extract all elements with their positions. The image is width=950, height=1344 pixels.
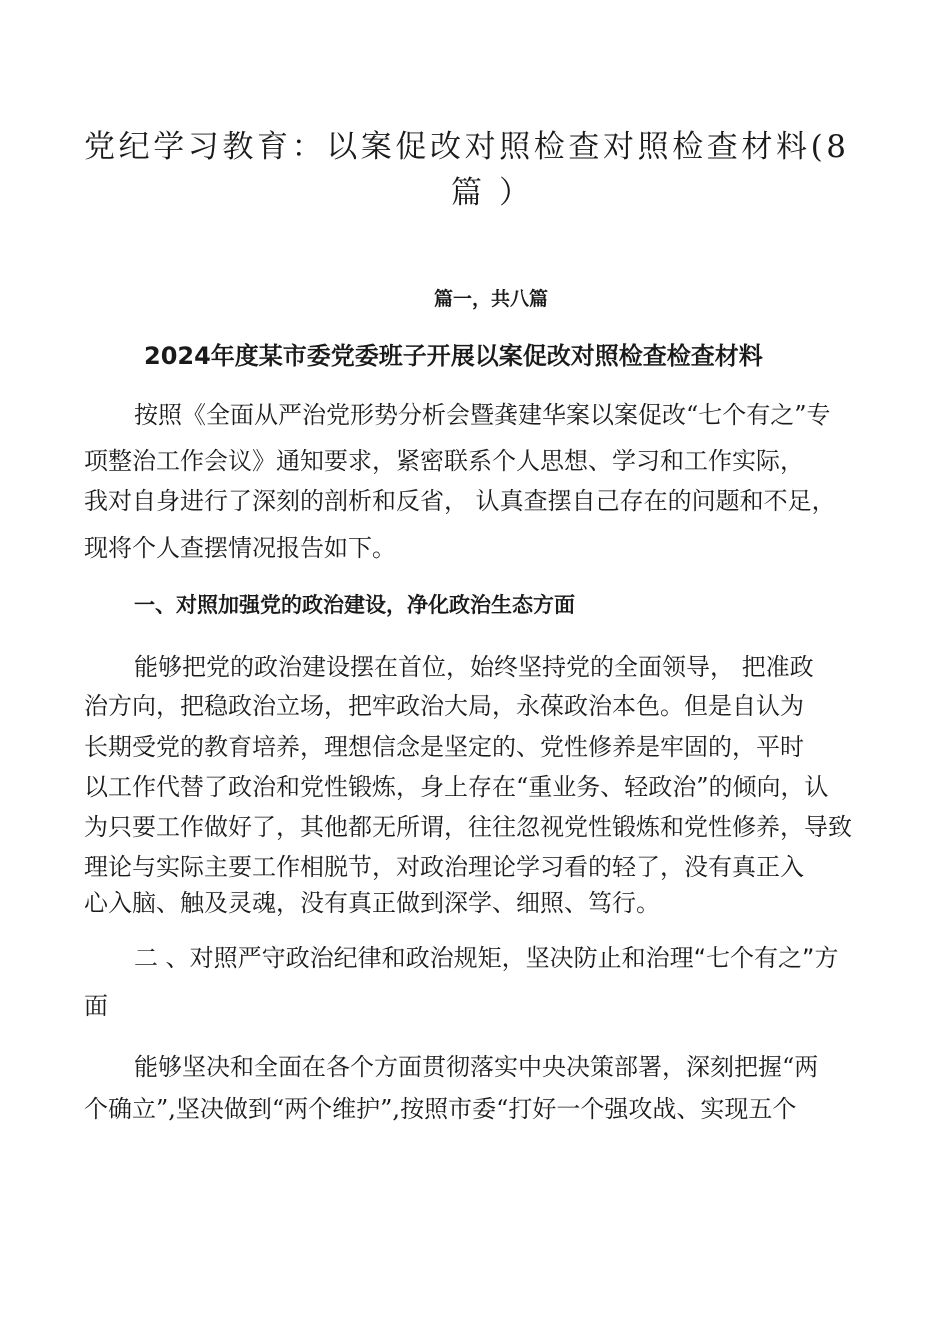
section-1-line-2: 治方向，把稳政治立场，把牢政治大局，永葆政治本色。但是自认为	[84, 692, 804, 720]
section-1-heading: 一、对照加强党的政治建设，净化政治生态方面	[134, 593, 575, 617]
section-1-line-6: 理论与实际主要工作相脱节，对政治理论学习看的轻了，没有真正入	[84, 853, 804, 881]
section-2-line-2: 个确立”,坚决做到“两个维护”,按照市委“打好一个强攻战、实现五个	[84, 1095, 797, 1123]
section-2-heading-line-2: 面	[84, 992, 108, 1020]
section-2-heading-line-1: 二 、对照严守政治纪律和政治规矩，坚决防止和治理“七个有之”方	[134, 944, 839, 972]
section-1-line-1: 能够把党的政治建设摆在首位，始终坚持党的全面领导， 把准政	[134, 653, 814, 681]
section-1-line-5: 为只要工作做好了，其他都无所谓，往往忽视党性锻炼和党性修养，导致	[84, 813, 852, 841]
part-label: 篇一，共八篇	[434, 288, 549, 310]
section-2-line-1: 能够坚决和全面在各个方面贯彻落实中央决策部署，深刻把握“两	[134, 1053, 819, 1081]
section-1-line-3: 长期受党的教育培养，理想信念是坚定的、党性修养是牢固的，平时	[84, 733, 804, 761]
intro-line-4: 现将个人查摆情况报告如下。	[84, 534, 396, 562]
document-title-line-1: 党纪学习教育：以案促改对照检查对照检查材料(8	[84, 129, 850, 165]
document-subtitle: 2024年度某市委党委班子开展以案促改对照检查检查材料	[144, 342, 763, 370]
section-1-line-7: 心入脑、触及灵魂，没有真正做到深学、细照、笃行。	[84, 889, 660, 917]
document-title-line-2: 篇 ）	[451, 175, 534, 211]
intro-line-1: 按照《全面从严治党形势分析会暨龚建华案以案促改“七个有之”专	[134, 401, 831, 429]
section-1-line-4: 以工作代替了政治和党性锻炼，身上存在“重业务、轻政治”的倾向，认	[84, 773, 829, 801]
intro-line-3: 我对自身进行了深刻的剖析和反省， 认真查摆自己存在的问题和不足，	[84, 487, 836, 515]
intro-line-2: 项整治工作会议》通知要求，紧密联系个人思想、学习和工作实际，	[84, 447, 804, 475]
